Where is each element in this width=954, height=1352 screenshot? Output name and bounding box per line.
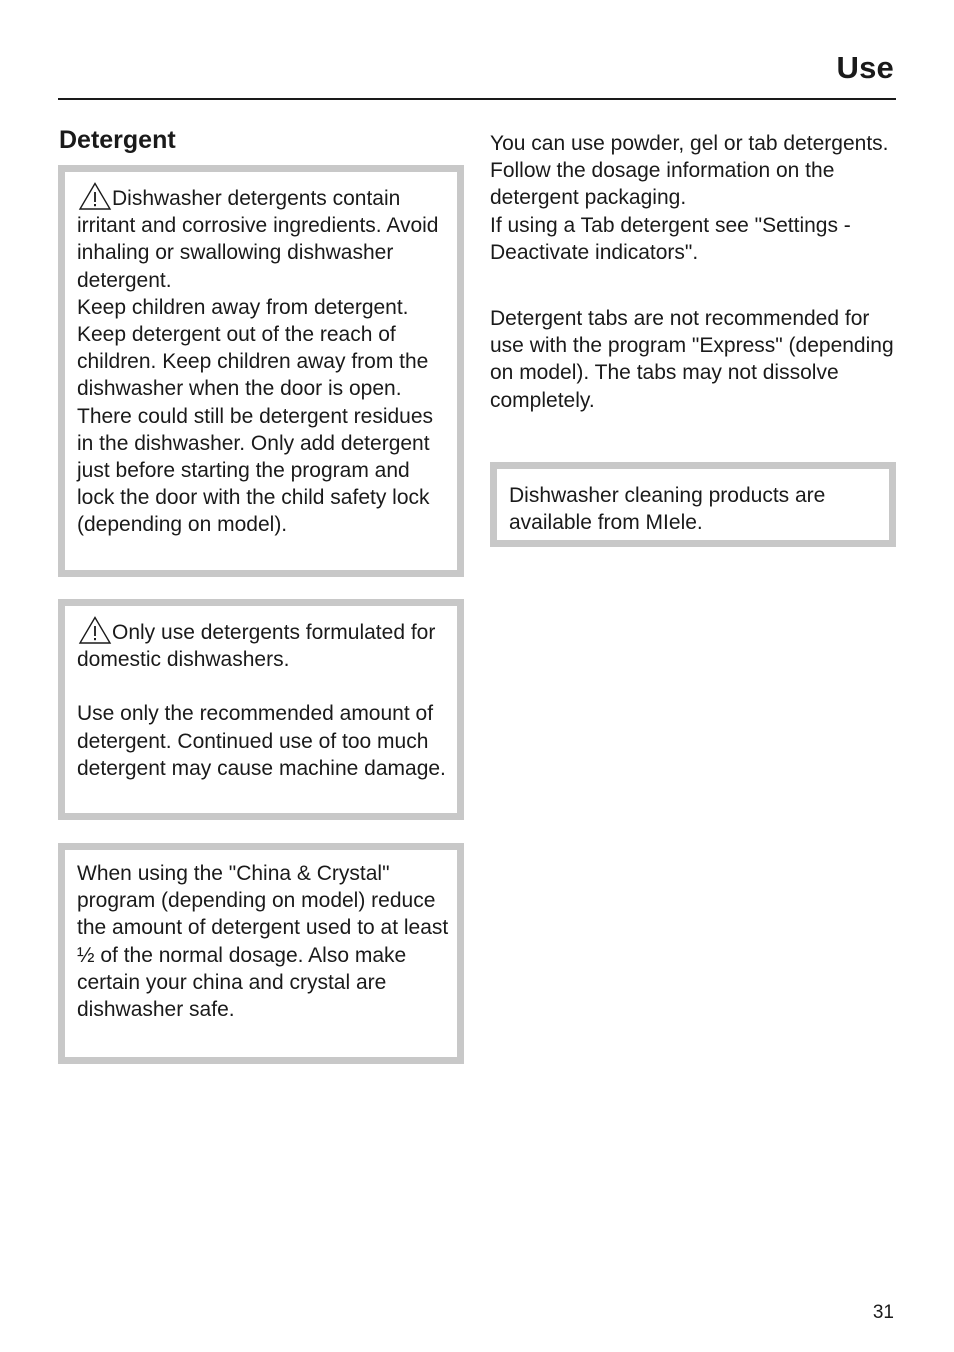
page-header-title: Use [836, 50, 894, 85]
warning1-text-line1: Dishwasher detergents contain irritant and corrosive ingredients. Avoid inhaling or swallowing dishwasher detergent. [77, 187, 439, 292]
note-box-china-crystal [58, 843, 464, 1064]
warning1-text-line2: Keep children away from detergent. Keep detergent out of the reach of children. Keep children away from the dishwasher when the door is open. There could still be detergent residues in the dishwasher. Only add detergent just before starting the program and lock the door with the child safety lock (depending on model). [77, 295, 434, 537]
right-paragraph-1b: If using a Tab detergent see "Settings - Deactivate indicators". [490, 213, 851, 264]
note-box-cleaning-products [490, 462, 896, 547]
warning2-text-line2: Use only the recommended amount of detergent. Continued use of too much detergent may cause machine damage. [77, 702, 446, 780]
warning-box-dosage [58, 599, 464, 820]
section-heading: Detergent [59, 126, 176, 154]
warning-triangle-icon [77, 182, 112, 210]
right-column-text-2 [490, 305, 900, 414]
warning-box-detergent-hazard [58, 165, 464, 577]
right-paragraph-2: Detergent tabs are not recommended for use with the program "Express" (depending on model). The tabs may not dissolve completely. [490, 307, 894, 412]
warning-paragraph-1 [77, 182, 451, 294]
warning-triangle-icon [77, 616, 112, 644]
note-china-text: When using the "China & Crystal" program (depending on model) reduce the amount of detergent used to at least ½ of the normal dosage. Also make certain your china and crystal are dishwasher safe. [77, 862, 449, 1022]
right-column-text [490, 130, 900, 266]
right-paragraph-1: You can use powder, gel or tab detergents. Follow the dosage information on the detergent packaging. [490, 132, 889, 210]
warning2-text-line1: Only use detergents formulated for domestic dishwashers. [77, 621, 436, 672]
warning-paragraph-2 [77, 616, 451, 673]
note-cleaning-text: Dishwasher cleaning products are available from MIele. [509, 484, 826, 535]
page-number: 31 [872, 1302, 894, 1323]
header-rule [58, 98, 896, 100]
